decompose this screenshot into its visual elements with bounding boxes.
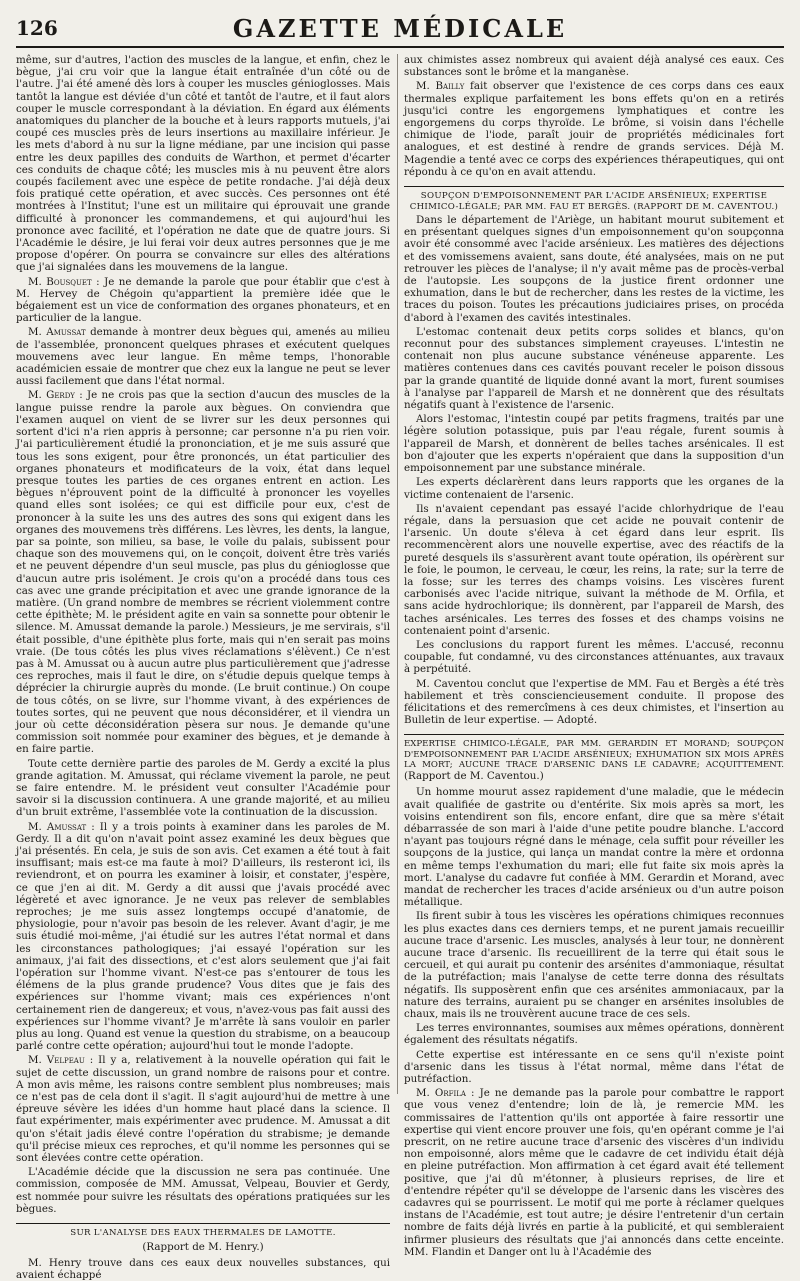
section-heading: SOUPÇON D'EMPOISONNEMENT PAR L'ACIDE ARSÉNIEUX; EXPERTISE CHIMICO-LÉGALE; PAR MM. FAU ET BERGÈS. (RAPPORT DE M. CAVENTOU.) [404, 186, 784, 212]
speech-text: : Je ne demande la parole que pour établir que c'est à M. Hervey de Chégoin qu'appartient la première idée que le bégaiement est un vice de conformation des organes phonateurs, et en particulier de la langue. [16, 275, 390, 325]
paragraph: L'Académie décide que la discussion ne sera pas continuée. Une commission, composée de MM. Amussat, Velpeau, Bouvier et Gerdy, est nommée pour suivre les résultats des opérations pratiquées sur les bègues. [16, 1166, 390, 1215]
speech-text: : Je ne demande pas la parole pour combattre le rapport que vous venez d'entendre; loin de là, je remercie MM. les commissaires de l'attention qu'ils ont apportée à faire ressortir une expertise qui vient encore prouver une fois, qu'en opérant comme je l'ai prescrit, on ne retire aucune trace d'arsenic des viscères d'un individu non empoisonné, alors même que le cadavre de cet individu était déjà en pleine putréfaction. Mon affirmation à cet égard avait été tellement positive, que j'ai dû m'étonner, à plusieurs reprises, de lire et d'entendre répéter qu'il se développe de l'arsenic dans les viscères des cadavres qui se pourrissent. Le motif qui me porte à réclamer quelques instans de l'Académie, est tout autre; je désire l'entretenir d'un certain nombre de faits déjà livrés en partie à la publicité, et qui sembleraient infirmer plusieurs des résultats que j'ai annoncés dans cette enceinte. MM. Flandin et Danger ont lu à l'Académie des [404, 1087, 784, 1258]
paragraph: L'estomac contenait deux petits corps solides et blancs, qu'on reconnut pour des substances simplement crayeuses. L'intestin ne contenait non plus aucune substance vénéneuse apparente. Les matières contenues dans ces cavités pouvant receler le poison dissous par la grande quantité de liquide donné avant la mort, furent soumises à l'analyse par l'appareil de Marsh et ne donnèrent que des résultats négatifs quant à l'existence de l'arsenic. [404, 325, 784, 412]
paragraph [404, 80, 784, 178]
speaker-name: M. Bailly [416, 80, 465, 93]
paragraph: Cette expertise est intéressante en ce sens qu'il n'existe point d'arsenic dans les tissus à l'état normal, même dans l'état de putréfaction. [404, 1048, 784, 1086]
paragraph [404, 1087, 784, 1258]
speaker-name: M. Amussat [28, 326, 86, 339]
paragraph: Ils firent subir à tous les viscères les opérations chimiques reconnues les plus exactes dans ces derniers temps, et ne purent jamais recueillir aucune trace d'arsenic. Les muscles, analysés à leur tour, ne donnèrent aucune trace d'arsenic. Ils recueillirent de la terre qui était sous le cercueil, et qui aurait pu contenir des arsénites d'ammoniaque, résultat de la putréfaction; mais l'analyse de cette terre donna des résultats négatifs. Ils supposèrent enfin que ces arsénites ammoniacaux, par la nature des terrains, auraient pu se changer en arsénites insolubles de chaux, mais ils ne trouvèrent aucune trace de ces sels. [404, 910, 784, 1021]
paragraph: aux chimistes assez nombreux qui avaient déjà analysé ces eaux. Ces substances sont le brôme et la manganèse. [404, 54, 784, 79]
page-header [16, 14, 784, 48]
journal-title: GAZETTE MÉDICALE [232, 14, 568, 43]
paragraph [16, 821, 390, 1053]
section-subheading: (Rapport de M. Henry.) [142, 1240, 264, 1253]
speaker-name: M. Gerdy [28, 389, 75, 402]
paragraph: Toute cette dernière partie des paroles de M. Gerdy a excité la plus grande agitation. M. Amussat, qui réclame vivement la parole, ne peut se faire entendre. M. le président veut consulter l'Académie pour savoir si la discussion continuera. A une grande majorité, et au milieu d'un bruit extrême, l'assemblée vote la continuation de la discussion. [16, 757, 390, 819]
section-heading [404, 734, 784, 782]
speech-text: : Je ne crois pas que la section d'aucun des muscles de la langue puisse rendre la parole aux bègues. On conviendra que l'examen auquel on vient de se livrer sur les deux personnes qui sortent d'ici n'a rien appris à personne; car personne n'a pu rien voir. J'ai particulièrement étudié la prononciation, et je me suis assuré que tous les sons exigent, pour être prononcés, un état particulier des organes phonateurs et modificateurs de la voix, état dans lequel presque toutes les parties de ces organes entrent en action. Les bègues n'éprouvent point de la difficulté à prononcer les voyelles quand elles sont isolées; ce qui est difficile pour eux, c'est de prononcer à la suite les uns des autres des sons qui exigent dans les organes des mouvemens très différens. Les lèvres, les dents, la langue, par sa pointe, son milieu, sa base, le voile du palais, subissent pour chaque son des mouvemens qui, on le conçoit, doivent être très variés et ne peuvent dépendre d'un seul muscle, pas plus du génioglosse que d'aucun autre pris isolément. Je crois qu'on a procédé dans tous ces cas avec une grande précipitation et avec une grande ignorance de la matière. (Un grand nombre de membres se récrient violemment contre cette épithète; M. le président agite en vain sa sonnette pour obtenir le silence. M. Amussat demande la parole.) Messieurs, je me servirais, s'il était possible, d'une épithète plus forte, mais qui n'en serait pas moins vraie. (De tous côtés les plus vives réclamations s'élèvent.) Ce n'est pas à M. Amussat ou à aucun autre plus particulièrement que j'adresse ces reproches, mais il faut le dire, on s'étudie depuis quelque temps à déprécier la chirurgie auprès du monde. (Le bruit continue.) On coupe de tous côtés, on se livre, sur l'homme vivant, à des expériences de toutes sortes, qui ne peuvent que nous déconsidérer, et il viendra un jour où cette déconsidération pèsera sur nous. Je demande qu'une commission soit nommée pour examiner des bègues, et je demande à en faire partie. [16, 389, 390, 756]
paragraph: Dans le département de l'Ariège, un habitant mourut subitement et en présentant quelques signes d'un empoisonnement qu'on soupçonna avoir été consommé avec l'acide arsénieux. Les matières des déjections et des vomissemens avaient, sans doute, été analysées, mais on ne put retrouver les pièces de l'analyse; il n'y avait même pas de procès-verbal de l'autopsie. Les soupçons de la justice firent ordonner une exhumation, dans le but de rechercher, dans les restes de la victime, les traces du poison. Toutes les précautions judiciaires prises, on procéda d'abord à l'examen des cavités intestinales. [404, 214, 784, 324]
speaker-name: M. Orfila [416, 1087, 466, 1100]
paragraph: Ils n'avaient cependant pas essayé l'acide chlorhydrique de l'eau régale, dans la persuasion que cet acide ne pouvait contenir de l'arsenic. Un doute s'éleva à cet égard dans leur esprit. Ils recommencèrent alors une nouvelle expertise, avec des réactifs de la pureté desquels ils s'assurèrent avant toute opération, ils opérèrent sur le foie, le poumon, le cerveau, le cœur, les reins, la rate; sur la terre de la fosse; sur les terres des champs voisins. Les viscères furent carbonisés avec l'acide nitrique, suivant la méthode de M. Orfila, et sans acide hydrochlorique; ils donnèrent, par l'appareil de Marsh, des taches arsénicales. Les terres des fosses et des champs voisins ne contenaient point d'arsenic. [404, 502, 784, 637]
paragraph: Les experts déclarèrent dans leurs rapports que les organes de la victime contenaient de l'arsenic. [404, 476, 784, 501]
paragraph: M. Henry trouve dans ces eaux deux nouvelles substances, qui avaient échappé [16, 1256, 390, 1281]
speech-text: : Il y a trois points à examiner dans les paroles de M. Gerdy. Il a dit qu'on n'avait point assez examiné les deux bègues que j'ai présentés. En cela, je suis de son avis. Cet examen a été tout à fait insuffisant; mais est-ce ma faute à moi? D'ailleurs, ils resteront ici, ils reviendront, et on pourra les examiner à loisir, et constater, j'espère, ce que j'en ai dit. M. Gerdy a dit aussi que j'avais procédé avec légèreté et avec ignorance. Je ne veux pas relever de semblables reproches; je me suis assez longtemps occupé d'anatomie, de physiologie, pour n'avoir pas besoin de les relever. Avant d'agir, je me suis étudié moi-même, j'ai étudié sur les autres l'état normal et dans les circonstances pathologiques; j'ai essayé l'opération sur les animaux, j'ai fait des dissections, et c'est alors seulement que j'ai fait l'opération sur l'homme vivant. N'est-ce pas s'entourer de tous les élémens de la plus grande prudence? Vous dites que je fais des expériences sur l'homme vivant; mais ces expériences n'ont certainement rien de dangereux; et vous, n'avez-vous pas fait aussi des expériences sur l'homme vivant? Je m'arrête là sans vouloir en parler plus au long. Quand est venue la question du strabisme, on a beaucoup parlé contre cette opération; aujourd'hui tout le monde l'adopte. [16, 820, 390, 1053]
paragraph: Alors l'estomac, l'intestin coupé par petits fragmens, traités par une légère solution potassique, puis par l'eau régale, furent soumis à l'appareil de Marsh, et donnèrent de belles taches arsénicales. Il est bon d'ajouter que les experts n'opéraient que dans la supposition d'un empoisonnement par une substance minérale. [404, 413, 784, 475]
speech-text: fait observer que l'existence de ces corps dans ces eaux thermales explique parfaitement les bons effets qu'on en a retirés jusqu'ici contre les engorgemens lymphatiques et contre les engorgemens du corps thyroïde. Le brôme, si voisin dans l'échelle chimique de l'iode, paraît jouir de propriétés médicinales fort analogues, et est destiné à rendre de grands services. Déjà M. Magendie a tenté avec ce corps des expériences thérapeutiques, qui ont répondu à ce qu'on en avait attendu. [404, 80, 784, 178]
paragraph [16, 276, 390, 325]
section-heading: SUR L'ANALYSE DES EAUX THERMALES DE LAMOTTE. [16, 1223, 390, 1239]
paragraph [16, 326, 390, 387]
speaker-name: M. Amussat [28, 820, 87, 833]
speaker-name: M. Velpeau [28, 1054, 85, 1067]
speaker-name: M. Bousquet [28, 275, 92, 288]
heading-report-note: (Rapport de M. Caventou.) [404, 769, 544, 782]
header-rule [16, 46, 784, 48]
paragraph [16, 1054, 390, 1164]
paragraph: même, sur d'autres, l'action des muscles de la langue, et enfin, chez le bègue, j'ai cru voir que la langue était entraînée d'un côté ou de l'autre. J'ai été amené dès lors à couper les muscles génioglosses. Mais tantôt la langue est déviée d'un côté et tantôt de l'autre, et il faut alors couper le muscle correspondant à la déviation. En égard aux éléments anatomiques du plancher de la bouche et à leurs rapports mutuels, j'ai coupé ces muscles près de leurs insertions au maxillaire inférieur. Je les mets d'abord à nu sur la ligne médiane, par une incision qui passe entre les deux papilles des conduits de Warthon, et permet d'écarter ces conduits de chaque côté; les muscles mis à nu peuvent être alors coupés facilement avec une espèce de petite rondache. J'ai déjà deux fois pratiqué cette opération, et avec succès. Ces personnes ont été montrées à l'Institut; l'une est un militaire qui éprouvait une grande difficulté à prononcer les commandemens, et qui aujourd'hui les prononce avec facilité, et l'opération ne date que de quatre jours. Si l'Académie le désire, je lui ferai voir deux autres personnes que je me propose d'opérer. On pourra se convaincre sur elles des altérations que j'ai signalées dans les mouvemens de la langue. [16, 54, 390, 274]
page-number: 126 [16, 16, 58, 40]
paragraph: Les conclusions du rapport furent les mêmes. L'accusé, reconnu coupable, fut condamné, vu des circonstances atténuantes, aux travaux à perpétuité. [404, 638, 784, 676]
left-column [16, 54, 390, 1281]
speech-text: demande à montrer deux bègues qui, amenés au milieu de l'assemblée, prononcent quelques phrases et exécutent quelques mouvemens avec leur langue. En même temps, l'honorable académicien essaie de montrer que chez eux la langue ne peut se lever aussi facilement que dans l'état normal. [16, 326, 390, 388]
paragraph: M. Caventou conclut que l'expertise de MM. Fau et Bergès a été très habilement et très consciencieusement conduite. Il propose des félicitations et des remercîmens à ces deux chimistes, et l'insertion au Bulletin de leur expertise. — Adopté. [404, 677, 784, 727]
heading-text: EXPERTISE CHIMICO-LÉGALE, PAR MM. GERARDIN ET MORAND; SOUPÇON D'EMPOISONNEMENT PAR L'ACIDE ARSÉNIEUX; EXHUMATION SIX MOIS APRÈS LA MORT; AUCUNE TRACE D'ARSENIC DANS LE CADAVRE; ACQUITTEMENT. [404, 739, 784, 771]
paragraph: Les terres environnantes, soumises aux mêmes opérations, donnèrent également des résultats négatifs. [404, 1022, 784, 1047]
column-divider [397, 54, 398, 1094]
speech-text: : Il y a, relativement à la nouvelle opération qui fait le sujet de cette discussion, un grand nombre de raisons pour et contre. A mon avis même, les raisons contre semblent plus nombreuses; mais ce n'est pas de cela dont il s'agit. Il s'agit aujourd'hui de mettre à une épreuve sévère les idées d'un homme haut placé dans la science. Il faut expérimenter, mais expérimenter avec prudence. M. Amussat a dit qu'on s'était jadis élevé contre l'opération du strabisme; je demande qu'il précise mieux ces reproches, et qu'il nomme les personnes qui se sont élevées contre cette opération. [16, 1054, 390, 1165]
paragraph [16, 389, 390, 755]
paragraph: Un homme mourut assez rapidement d'une maladie, que le médecin avait qualifiée de gastrite ou d'entérite. Six mois après sa mort, les voisins entendirent son fils, encore enfant, dire que sa mère s'était débarrassée de son mari à l'aide d'une petite poudre blanche. L'accord n'ayant pas toujours régné dans le ménage, cela suffit pour réveiller les soupçons de la justice, qui lança un mandat contre la mère et ordonna en même temps l'exhumation du mari; elle fut faite six mois après la mort. L'analyse du cadavre fut confiée à MM. Gerardin et Morand, avec mandat de rechercher les traces d'acide arsénieux ou d'un autre poison métallique. [404, 786, 784, 909]
right-column [404, 54, 784, 1258]
